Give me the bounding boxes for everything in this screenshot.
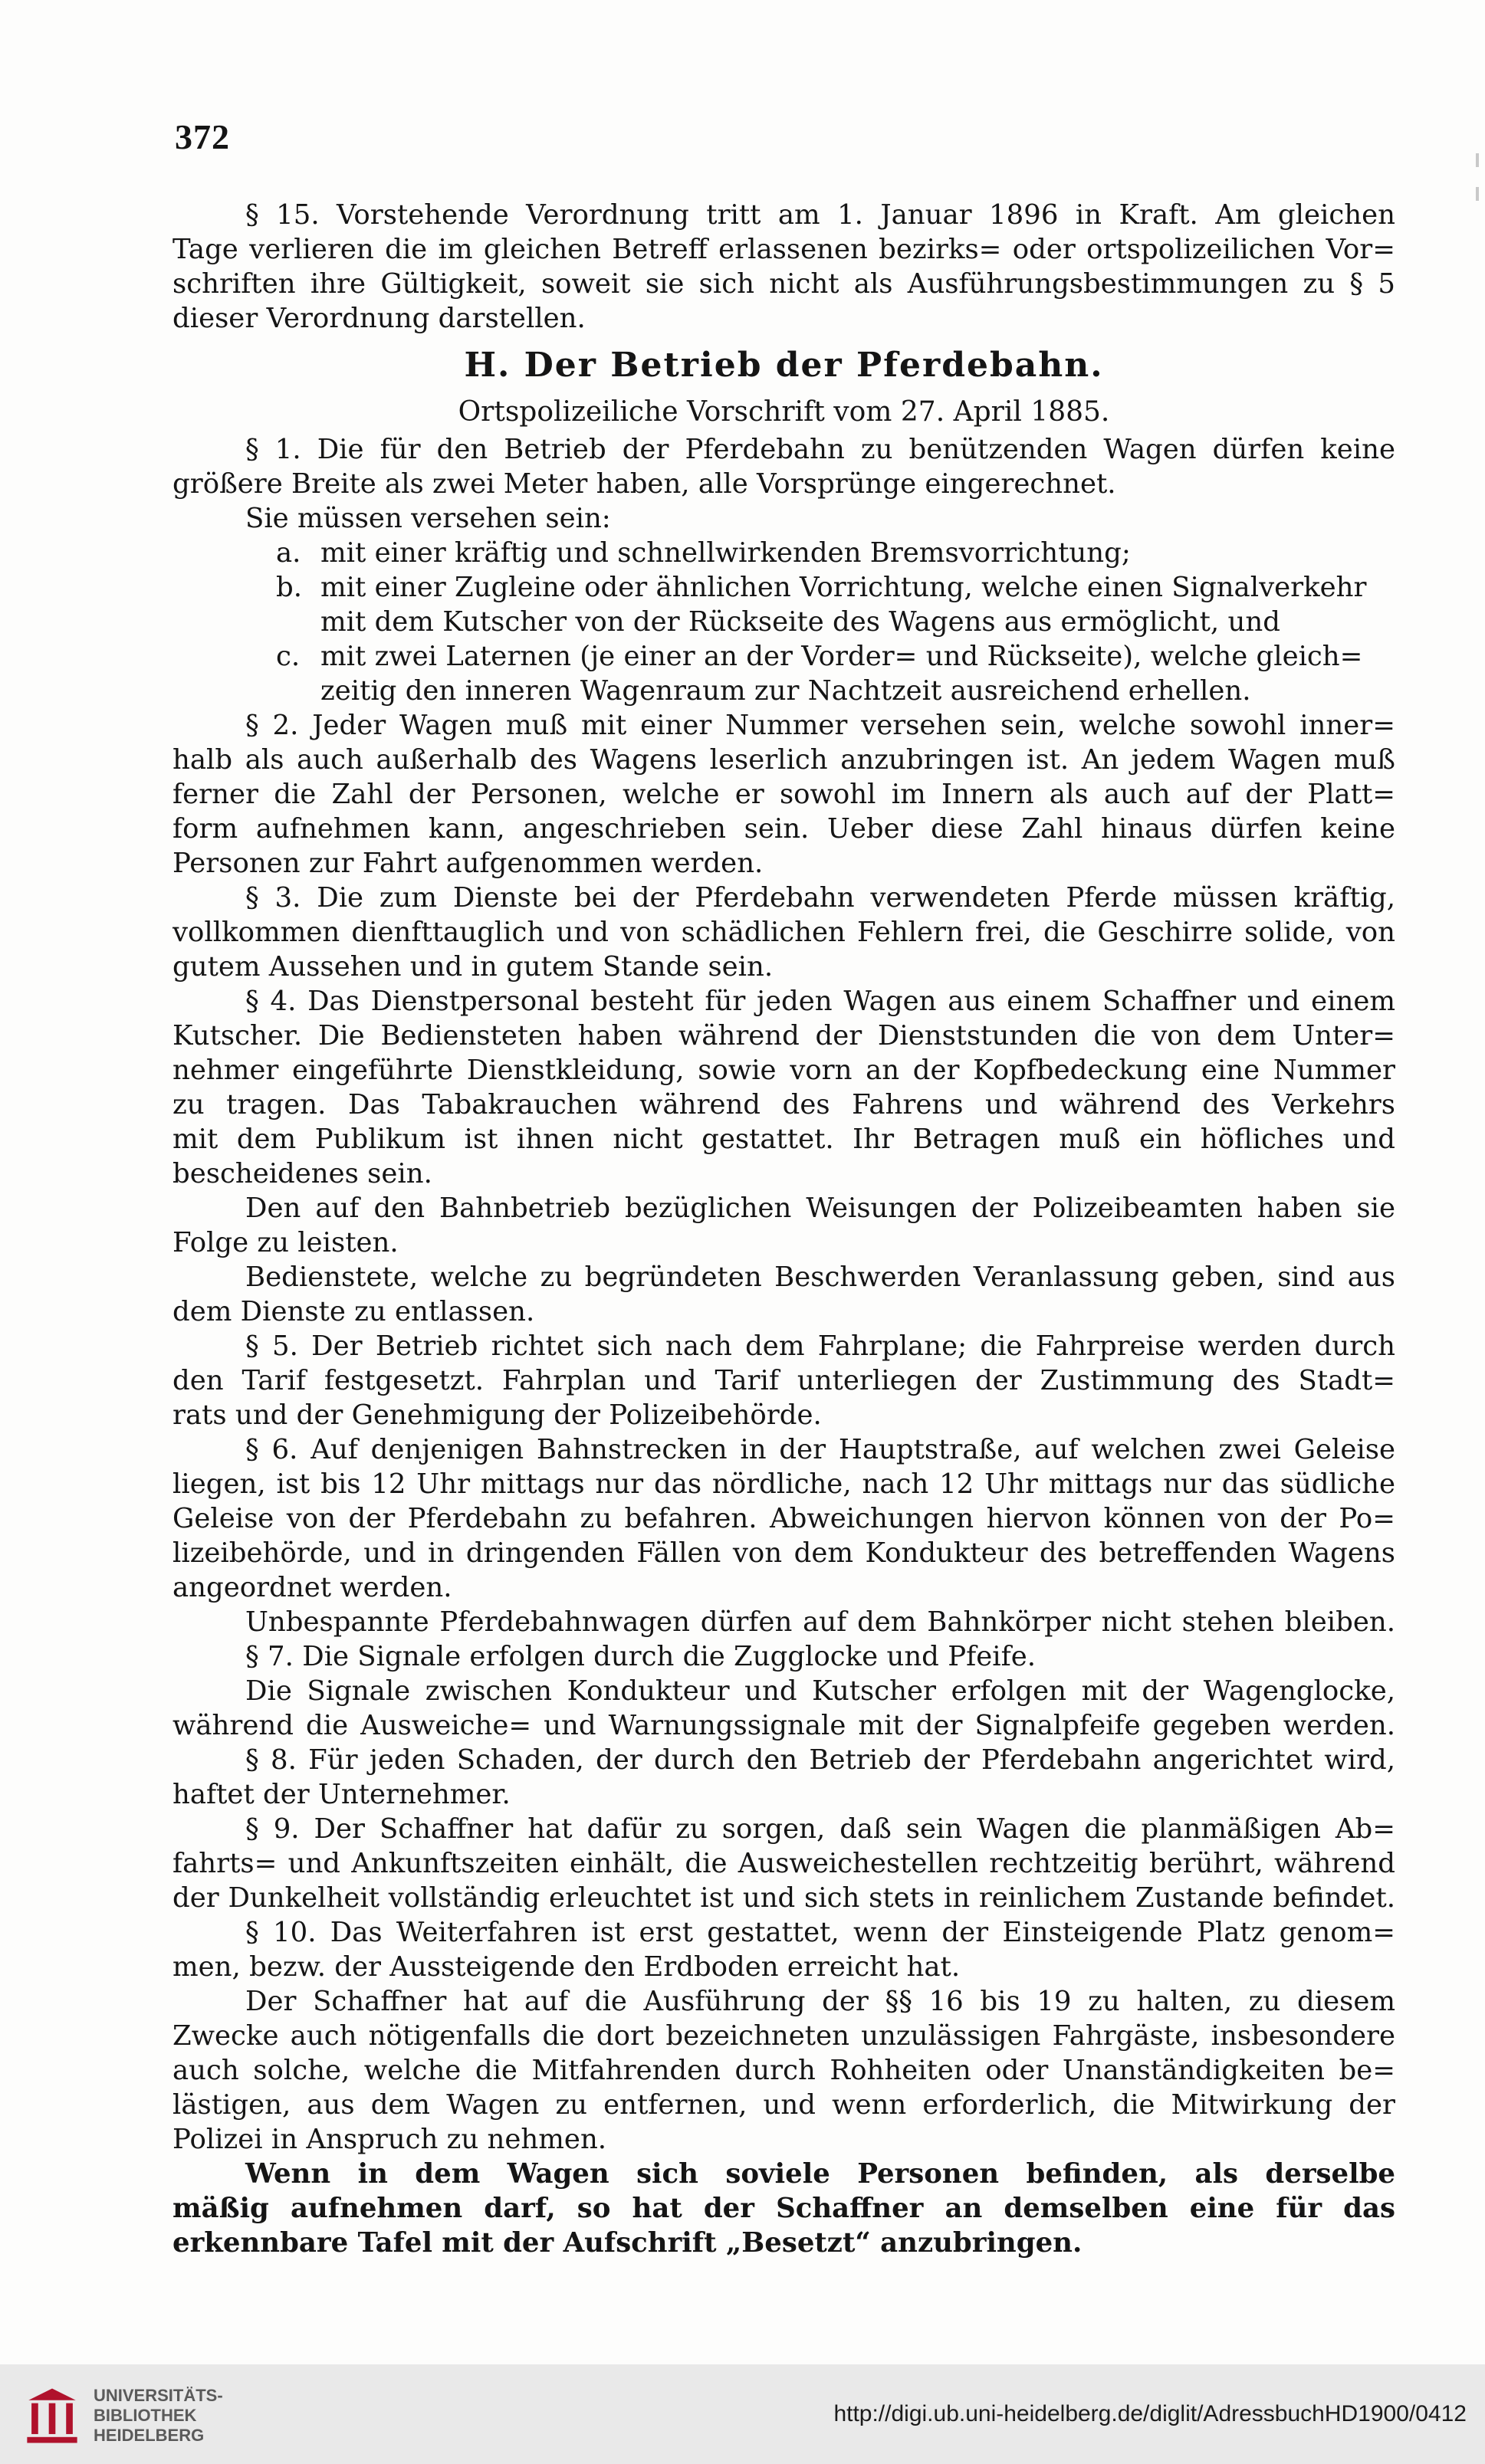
text-line: Den auf den Bahnbetrieb bezüglichen Weisungen der Polizeibeamten haben sie [245, 1193, 1395, 1224]
list-item [172, 570, 1395, 605]
text-line: Geleise von der Pferdebahn zu befahren. Abweichungen hiervon können von der Po= [172, 1503, 1395, 1534]
list-item-text: mit einer kräftig und schnellwirkenden Bremsvorrichtung; [320, 537, 1131, 569]
text-line: Folge zu leisten. [172, 1227, 399, 1258]
text-line: Die Signale zwischen Kondukteur und Kutscher erfolgen mit der Wagenglocke, [245, 1675, 1395, 1707]
text-line: § 6. Auf denjenigen Bahnstrecken in der Hauptstraße, auf welchen zwei Geleise [245, 1434, 1395, 1465]
edge-mark [1476, 153, 1479, 167]
section-subheading: Ortspolizeiliche Vorschrift vom 27. April 1885. [458, 396, 1110, 428]
text-line: nehmer eingeführte Dienstkleidung, sowie vorn an der Kopfbedeckung eine Nummer [172, 1055, 1395, 1086]
list-label: a. [276, 537, 301, 569]
text-line: § 7. Die Signale erfolgen durch die Zugglocke und Pfeife. [245, 1641, 1037, 1672]
text-line: schriften ihre Gültigkeit, soweit sie sich nicht als Ausführungsbestimmungen zu § 5 [172, 268, 1395, 300]
text-line: auch solche, welche die Mitfahrenden durch Rohheiten oder Unanständigkeiten be= [172, 2055, 1395, 2086]
list-label: c. [276, 641, 301, 672]
text-line: Kutscher. Die Bediensteten haben während der Dienststunden die von dem Unter= [172, 1020, 1395, 1052]
text-line: Zwecke auch nötigenfalls die dort bezeichneten unzulässigen Fahrgäste, insbesondere [172, 2020, 1395, 2052]
text-line: lizeibehörde, und in dringenden Fällen von dem Kondukteur des betreffenden Wagens [172, 1537, 1395, 1569]
text-line: erkennbare Tafel mit der Aufschrift „Besetzt“ anzubringen. [172, 2227, 1083, 2259]
page-number: 372 [175, 117, 230, 156]
text-line: § 5. Der Betrieb richtet sich nach dem Fahrplane; die Fahrpreise werden durch [245, 1330, 1395, 1362]
text-line: liegen, ist bis 12 Uhr mittags nur das nördliche, nach 12 Uhr mittags nur das südliche [172, 1468, 1395, 1500]
text-line: men, bezw. der Aussteigende den Erdboden erreicht hat. [172, 1951, 961, 1983]
text-line: § 2. Jeder Wagen muß mit einer Nummer versehen sein, welche sowohl inner= [245, 710, 1395, 741]
list-label: b. [276, 572, 303, 603]
text-line: § 4. Das Dienstpersonal besteht für jeden Wagen aus einem Schaffner und einem [245, 986, 1395, 1017]
text-line: vollkommen dienfttauglich und von schädlichen Fehlern frei, die Geschirre solide, von [172, 917, 1395, 948]
library-name-line: BIBLIOTHEK [94, 2406, 197, 2425]
text-line: rats und der Genehmigung der Polizeibehörde. [172, 1399, 822, 1431]
document-url-link[interactable]: http://digi.ub.uni-heidelberg.de/diglit/AdressbuchHD1900/0412 [833, 2401, 1467, 2426]
text-line: Der Schaffner hat auf die Ausführung der §§ 16 bis 19 zu halten, zu diesem [245, 1986, 1395, 2017]
text-line: Personen zur Fahrt aufgenommen werden. [172, 848, 764, 879]
text-line: § 1. Die für den Betrieb der Pferdebahn zu benützenden Wagen dürfen keine [245, 434, 1395, 465]
text-line: mäßig aufnehmen darf, so hat der Schaffner an demselben eine für das [172, 2193, 1395, 2224]
text-line: § 8. Für jeden Schaden, der durch den Betrieb der Pferdebahn angerichtet wird, [245, 1744, 1395, 1776]
text-line: Wenn in dem Wagen sich soviele Personen befinden, als derselbe [245, 2158, 1395, 2190]
library-name-line: HEIDELBERG [94, 2426, 205, 2445]
text-line: fahrts= und Ankunftszeiten einhält, die Ausweichestellen rechtzeitig berührt, während [172, 1848, 1395, 1879]
document-body [172, 198, 1395, 2260]
text-line: der Dunkelheit vollständig erleuchtet ist und sich stets in reinlichem Zustande befindet. [172, 1882, 1395, 1914]
text-line: haftet der Unternehmer. [172, 1779, 511, 1810]
library-name[interactable] [94, 2386, 223, 2446]
text-line: § 9. Der Schaffner hat dafür zu sorgen, daß sein Wagen die planmäßigen Ab= [245, 1813, 1395, 1845]
text-line: größere Breite als zwei Meter haben, alle Vorsprünge eingerechnet. [172, 468, 1116, 500]
text-line: zu tragen. Das Tabakrauchen während des Fahrens und während des Verkehrs [172, 1089, 1395, 1120]
list-item-text: mit zwei Laternen (je einer an der Vorder= und Rückseite), welche gleich= [320, 641, 1363, 672]
text-line: dieser Verordnung darstellen. [172, 303, 586, 334]
list-item-continuation: mit dem Kutscher von der Rückseite des Wagens aus ermöglicht, und [320, 606, 1280, 638]
text-line: Bedienstete, welche zu begründeten Beschwerden Veranlassung geben, sind aus [245, 1262, 1395, 1293]
text-line: dem Dienste zu entlassen. [172, 1296, 535, 1327]
text-line: während die Ausweiche= und Warnungssignale mit der Signalpfeife gegeben werden. [172, 1710, 1395, 1741]
text-line: § 15. Vorstehende Verordnung tritt am 1. Januar 1896 in Kraft. Am gleichen [245, 199, 1395, 231]
text-line: angeordnet werden. [172, 1572, 452, 1603]
list-item-text: mit einer Zugleine oder ähnlichen Vorrichtung, welche einen Signalverkehr [320, 572, 1367, 603]
text-line: Sie müssen versehen sein: [245, 503, 611, 534]
text-line: den Tarif festgesetzt. Fahrplan und Tarif unterliegen der Zustimmung des Stadt= [172, 1365, 1395, 1396]
university-library-logo-icon[interactable] [15, 2378, 89, 2452]
text-line: § 10. Das Weiterfahren ist erst gestattet, wenn der Einsteigende Platz genom= [245, 1917, 1395, 1948]
edge-mark [1476, 187, 1479, 201]
section-heading: H. Der Betrieb der Pferdebahn. [464, 346, 1104, 385]
text-line: ferner die Zahl der Personen, welche er sowohl im Innern als auch auf der Platt= [172, 779, 1395, 810]
viewer-footer [0, 2364, 1485, 2464]
text-line: Polizei in Anspruch zu nehmen. [172, 2124, 607, 2155]
text-line: gutem Aussehen und in gutem Stande sein. [172, 951, 774, 983]
list-item [172, 639, 1395, 674]
text-line: Unbespannte Pferdebahnwagen dürfen auf dem Bahnkörper nicht stehen bleiben. [245, 1606, 1395, 1638]
text-line: mit dem Publikum ist ihnen nicht gestattet. Ihr Betragen muß ein höfliches und [172, 1124, 1395, 1155]
library-name-line: UNIVERSITÄTS- [94, 2386, 223, 2405]
text-line: form aufnehmen kann, angeschrieben sein. Ueber diese Zahl hinaus dürfen keine [172, 813, 1395, 845]
list-item-continuation: zeitig den inneren Wagenraum zur Nachtzeit ausreichend erhellen. [320, 675, 1251, 707]
page-edge-marks [1476, 153, 1482, 221]
text-line: § 3. Die zum Dienste bei der Pferdebahn verwendeten Pferde müssen kräftig, [245, 882, 1395, 914]
list-item [172, 536, 1395, 570]
text-line: halb als auch außerhalb des Wagens leserlich anzubringen ist. An jedem Wagen muß [172, 744, 1395, 776]
text-line: Tage verlieren die im gleichen Betreff erlassenen bezirks= oder ortspolizeilichen Vor= [172, 234, 1395, 265]
text-line: lästigen, aus dem Wagen zu entfernen, und wenn erforderlich, die Mitwirkung der [172, 2089, 1395, 2121]
text-line: bescheidenes sein. [172, 1158, 432, 1189]
